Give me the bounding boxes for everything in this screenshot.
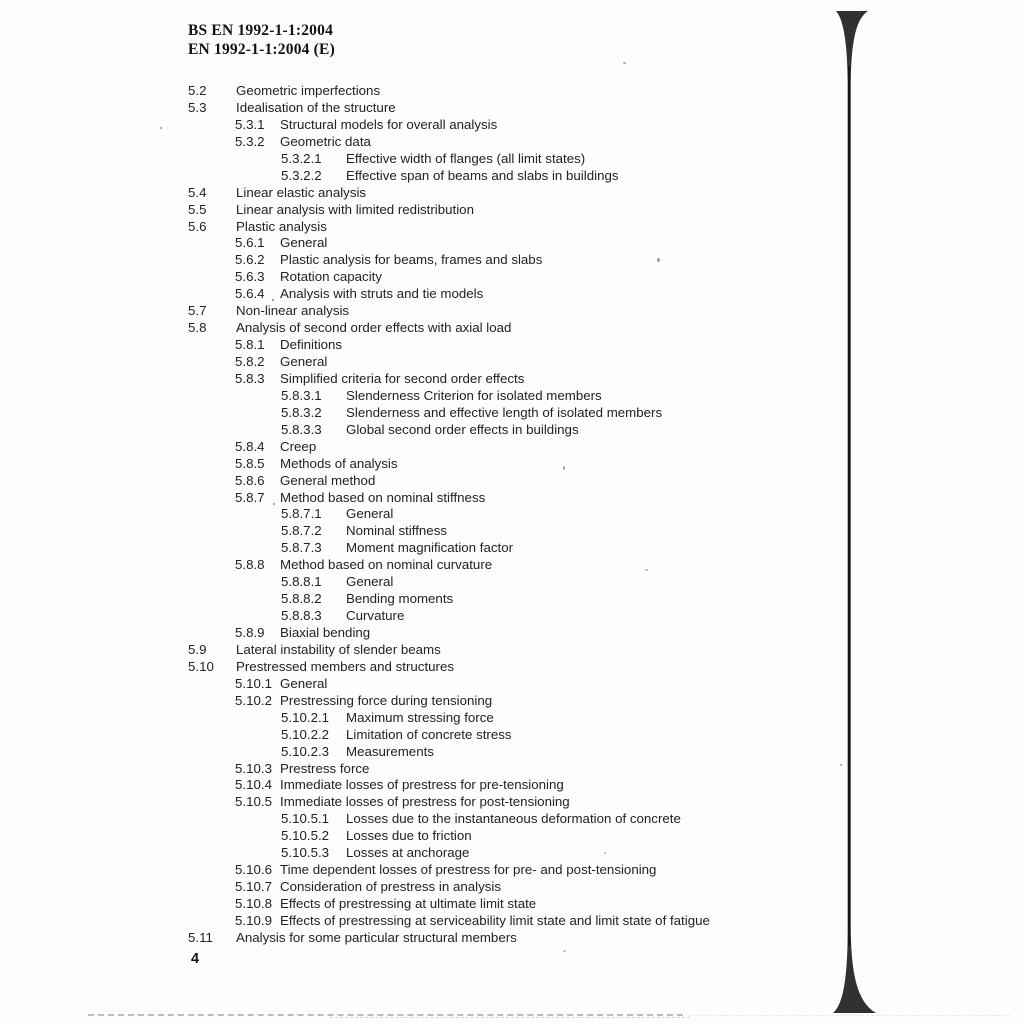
toc-entry-number: 5.6.4 — [235, 286, 265, 302]
toc-entry-title: Lateral instability of slender beams — [236, 641, 441, 657]
toc-entry-number: 5.2 — [188, 83, 207, 98]
toc-entry-title: Analysis with struts and tie models — [280, 286, 484, 302]
toc-entry-title: Effective span of beams and slabs in buildings — [346, 167, 619, 183]
toc-entry — [0, 828, 1000, 845]
toc-entry — [0, 591, 1000, 608]
toc-entry-title: Rotation capacity — [280, 269, 382, 285]
toc-entry-number: 5.3 — [188, 99, 207, 115]
toc-entry-number: 5.9 — [188, 641, 207, 657]
toc-entry — [0, 422, 1000, 439]
toc-entry-title: Losses at anchorage — [346, 845, 470, 861]
toc-entry-title: Plastic analysis — [236, 218, 327, 234]
toc-entry — [0, 252, 1000, 269]
toc-entry-number: 5.6 — [188, 218, 207, 234]
toc-entry-title: Prestressed members and structures — [236, 658, 455, 674]
toc-entry — [0, 540, 1000, 557]
toc-entry-number: 5.8.8.3 — [281, 608, 322, 624]
toc-entry-number: 5.6.2 — [235, 252, 265, 268]
toc-entry-title: Immediate losses of prestress for post-tensioning — [280, 794, 570, 810]
toc-entry-number: 5.10 — [188, 658, 214, 674]
document-header — [188, 22, 335, 59]
toc-entry — [0, 523, 1000, 540]
toc-entry-number: 5.7 — [188, 303, 207, 319]
toc-entry-title: Slenderness Criterion for isolated members — [346, 387, 602, 403]
toc-entry-number: 5.10.2.3 — [281, 743, 330, 759]
toc-entry-number: 5.10.6 — [235, 862, 272, 878]
toc-entry-number: 5.8.9 — [235, 625, 265, 640]
toc-entry-title: Global second order effects in buildings — [346, 421, 579, 437]
toc-entry — [0, 913, 1000, 930]
toc-entry — [0, 676, 1000, 693]
header-standard-ref-bs: BS EN 1992-1-1:2004 — [188, 22, 334, 39]
toc-entry — [0, 269, 1000, 286]
toc-entry — [0, 642, 1000, 659]
toc-entry — [0, 117, 1000, 134]
toc-entry-number: 5.8.7.1 — [281, 506, 322, 522]
toc-entry-title: Simplified criteria for second order effects — [280, 370, 525, 386]
toc-entry-number: 5.8.3.1 — [281, 387, 322, 403]
toc-entry-title: General — [280, 675, 328, 691]
toc-entry-number: 5.8.2 — [235, 354, 265, 369]
toc-entry — [0, 388, 1000, 405]
toc-entry — [0, 456, 1000, 473]
toc-entry-number: 5.10.2 — [235, 692, 272, 708]
toc-entry-title: Measurements — [346, 743, 434, 759]
page-number: 4 — [191, 951, 200, 967]
scan-bottom-dashed-line-3 — [690, 1015, 1010, 1016]
toc-entry-number: 5.10.2.1 — [281, 709, 330, 725]
toc-entry — [0, 727, 1000, 744]
toc-entry-title: Definitions — [280, 337, 343, 353]
toc-entry — [0, 337, 1000, 354]
toc-entry-number: 5.3.1 — [235, 116, 265, 132]
toc-entry-title: General — [280, 354, 328, 369]
toc-entry-number: 5.10.1 — [235, 675, 272, 691]
toc-entry-title: Bending moments — [346, 591, 454, 607]
toc-entry-number: 5.11 — [188, 929, 213, 945]
toc-entry-number: 5.10.2.2 — [281, 726, 330, 742]
toc-entry — [0, 862, 1000, 879]
toc-entry-number: 5.8.3 — [235, 370, 265, 386]
toc-entry-title: Geometric imperfections — [236, 83, 381, 98]
toc-entry — [0, 761, 1000, 778]
toc-entry-number: 5.8.3.3 — [281, 421, 322, 437]
toc-entry-number: 5.6.3 — [235, 269, 265, 285]
toc-entry-number: 5.10.5.3 — [281, 845, 330, 861]
toc-entry-title: Method based on nominal curvature — [280, 557, 493, 573]
toc-entry-title: Geometric data — [280, 133, 371, 149]
toc-entry — [0, 896, 1000, 913]
toc-entry — [0, 354, 1000, 371]
toc-entry — [0, 625, 1000, 642]
toc-entry — [0, 202, 1000, 219]
toc-entry — [0, 100, 1000, 117]
toc-entry-number: 5.10.8 — [235, 896, 272, 911]
toc-entry-title: Effects of prestressing at serviceability limit state and limit state of fatigue — [280, 912, 710, 928]
toc-entry-number: 5.10.3 — [235, 760, 272, 776]
toc-entry-title: Plastic analysis for beams, frames and slabs — [280, 252, 543, 268]
toc-entry-number: 5.8 — [188, 320, 207, 336]
toc-entry-title: Losses due to the instantaneous deformation of concrete — [346, 811, 681, 827]
toc-entry — [0, 557, 1000, 574]
toc-entry — [0, 320, 1000, 337]
toc-entry-number: 5.5 — [188, 201, 207, 217]
toc-entry-title: Losses due to friction — [346, 828, 472, 844]
toc-entry-title: Linear analysis with limited redistribution — [236, 201, 474, 217]
toc-entry — [0, 235, 1000, 252]
toc-entry-title: Limitation of concrete stress — [346, 726, 512, 742]
toc-entry-title: Structural models for overall analysis — [280, 116, 498, 132]
toc-entry — [0, 845, 1000, 862]
toc-entry-number: 5.3.2 — [235, 133, 265, 149]
toc-entry-number: 5.10.4 — [235, 777, 272, 793]
toc-entry — [0, 506, 1000, 523]
toc-entry-number: 5.10.5 — [235, 794, 272, 810]
toc-entry — [0, 303, 1000, 320]
toc-entry — [0, 439, 1000, 456]
toc-entry — [0, 185, 1000, 202]
toc-entry — [0, 659, 1000, 676]
toc-entry-number: 5.8.7.2 — [281, 523, 322, 539]
toc-entry — [0, 473, 1000, 490]
toc-entry-title: Analysis for some particular structural members — [236, 929, 517, 945]
toc-entry — [0, 794, 1000, 811]
toc-entry — [0, 710, 1000, 727]
toc-entry — [0, 134, 1000, 151]
toc-entry-number: 5.8.3.2 — [281, 404, 322, 420]
toc-entry-number: 5.8.6 — [235, 472, 265, 488]
toc-entry-title: General — [346, 506, 394, 522]
toc-entry-number: 5.10.5.1 — [281, 811, 330, 827]
toc-entry-number: 5.4 — [188, 184, 207, 200]
toc-entry — [0, 879, 1000, 896]
toc-entry — [0, 693, 1000, 710]
toc-entry-number: 5.10.7 — [235, 879, 272, 895]
toc-entry — [0, 490, 1000, 507]
toc-entry-number: 5.6.1 — [235, 235, 265, 251]
toc-entry — [0, 405, 1000, 422]
toc-entry-title: Linear elastic analysis — [236, 184, 367, 200]
toc-entry-title: General — [280, 235, 328, 251]
scan-speck — [563, 950, 566, 952]
toc-entry — [0, 608, 1000, 625]
toc-entry-title: Biaxial bending — [280, 625, 371, 640]
toc-entry-title: Nominal stiffness — [346, 523, 447, 539]
toc-entry-title: Moment magnification factor — [346, 540, 514, 556]
toc-entry — [0, 811, 1000, 828]
toc-entry-title: Slenderness and effective length of isolated members — [346, 404, 663, 420]
header-standard-ref-en: EN 1992-1-1:2004 (E) — [188, 40, 335, 58]
toc-entry-title: Consideration of prestress in analysis — [280, 879, 501, 895]
toc-entry — [0, 574, 1000, 591]
toc-entry — [0, 83, 1000, 100]
toc-entry-title: Analysis of second order effects with axial load — [236, 320, 512, 336]
toc-list — [0, 83, 1000, 947]
toc-entry — [0, 219, 1000, 236]
toc-entry-title: Effective width of flanges (all limit states) — [346, 150, 586, 166]
toc-entry — [0, 744, 1000, 761]
toc-entry — [0, 151, 1000, 168]
toc-entry-number: 5.8.8 — [235, 557, 265, 573]
toc-entry — [0, 930, 1000, 947]
toc-entry-title: Effects of prestressing at ultimate limit state — [280, 896, 537, 911]
toc-entry-number: 5.3.2.2 — [281, 167, 322, 183]
toc-entry-number: 5.8.4 — [235, 438, 265, 454]
toc-entry-number: 5.8.7 — [235, 489, 265, 505]
toc-entry-title: Time dependent losses of prestress for pre- and post-tensioning — [280, 862, 657, 878]
toc-entry-number: 5.3.2.1 — [281, 150, 322, 166]
toc-entry-number: 5.8.5 — [235, 455, 265, 471]
toc-entry-title: Non-linear analysis — [236, 303, 350, 319]
scan-bottom-dashed-line — [88, 1014, 683, 1016]
toc-entry-title: Creep — [280, 438, 317, 454]
scan-speck — [623, 62, 626, 64]
toc-entry-title: Prestress force — [280, 760, 370, 776]
toc-entry-title: Immediate losses of prestress for pre-tensioning — [280, 777, 564, 793]
toc-entry — [0, 168, 1000, 185]
toc-entry-title: Curvature — [346, 608, 405, 624]
toc-entry-title: Prestressing force during tensioning — [280, 692, 493, 708]
toc-entry — [0, 286, 1000, 303]
toc-entry-title: Method based on nominal stiffness — [280, 489, 486, 505]
toc-entry-title: Methods of analysis — [280, 455, 398, 471]
toc-entry-number: 5.8.8.1 — [281, 574, 322, 590]
toc-entry-number: 5.10.5.2 — [281, 828, 330, 844]
toc-entry — [0, 371, 1000, 388]
scan-bottom-dashed-line-2 — [330, 1017, 690, 1018]
toc-entry-number: 5.8.7.3 — [281, 540, 322, 556]
toc-entry — [0, 777, 1000, 794]
toc-entry-title: General — [346, 574, 394, 590]
toc-entry-number: 5.8.1 — [235, 337, 265, 353]
toc-entry-title: General method — [280, 472, 376, 488]
toc-entry-number: 5.10.9 — [235, 912, 272, 928]
toc-entry-title: Idealisation of the structure — [236, 99, 396, 115]
toc-entry-title: Maximum stressing force — [346, 709, 494, 725]
toc-entry-number: 5.8.8.2 — [281, 591, 322, 607]
